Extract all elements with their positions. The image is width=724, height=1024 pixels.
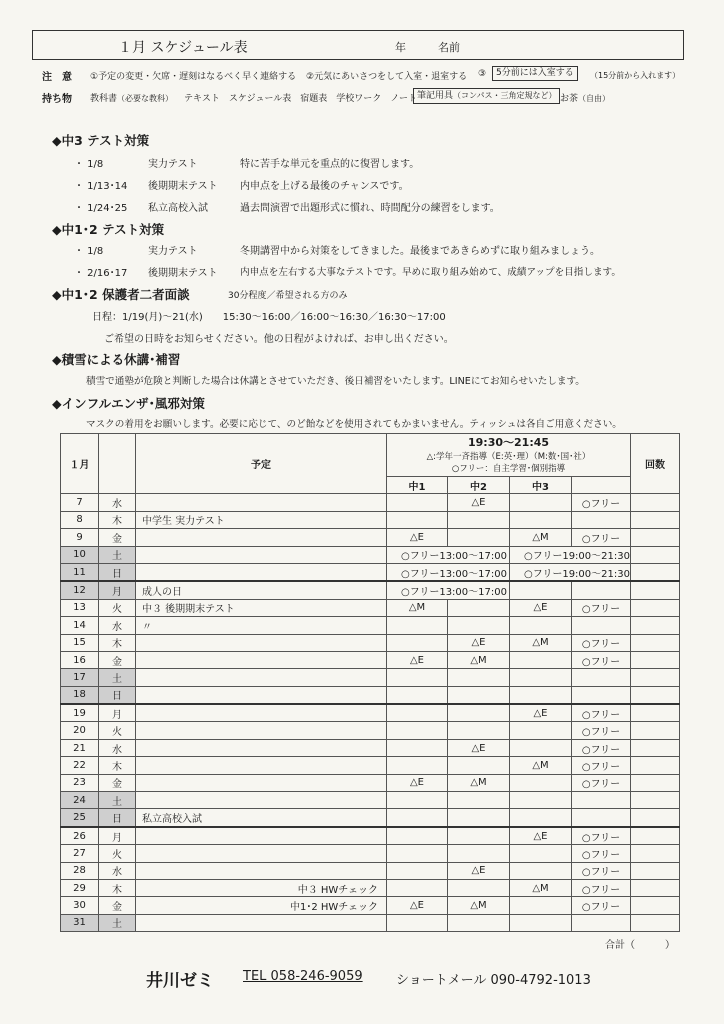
cell-weekday: 金 (99, 774, 136, 791)
cell-g1 (387, 827, 448, 845)
cell-count (631, 897, 680, 914)
cell-free (572, 809, 631, 827)
cell-g3 (510, 809, 572, 827)
table-header-row (61, 434, 680, 451)
s3-line1: 日程：1/19(月)～21(水) 15:30～16:00／16:00～16:30／16:30～17:00 (92, 312, 446, 323)
name-label: 名前 (438, 41, 460, 54)
cell-free: ○フリー (572, 704, 631, 722)
belongings-c-sub: （コンパス・三角定規など） (453, 91, 557, 100)
title-box (32, 30, 684, 60)
cell-g1 (387, 879, 448, 896)
cell-weekday: 木 (99, 757, 136, 774)
cell-free (572, 617, 631, 634)
notes-item3-sub: （15分前から入れます） (590, 71, 681, 80)
cell-day: 27 (61, 845, 99, 862)
s2-desc-0: 冬期講習中から対策をしてきました。最後まであきらめずに取り組みましょう。 (240, 246, 600, 257)
cell-day: 15 (61, 634, 99, 651)
cell-g3: △M (510, 757, 572, 774)
s5-line: マスクの着用をお願いします。必要に応じて、のど飴などを使用されてもかまいません。ティッシュは各自ご用意ください。 (86, 419, 622, 430)
cell-span-a: ○フリー13:00～17:00 (387, 563, 510, 581)
head-free (572, 477, 631, 494)
cell-plan (136, 563, 387, 581)
s1-desc-0: 特に苦手な単元を重点的に復習します。 (240, 159, 420, 170)
cell-free (572, 914, 631, 931)
cell-count (631, 739, 680, 756)
cell-day: 10 (61, 546, 99, 563)
footer-mail: ショートメール 090-4792-1013 (396, 973, 591, 988)
head-count: 回数 (631, 434, 680, 494)
cell-plan (136, 651, 387, 668)
cell-g1 (387, 809, 448, 827)
belongings-c: 筆記用具 (417, 91, 454, 101)
cell-g2 (448, 879, 510, 896)
cell-plan (136, 546, 387, 563)
cell-count (631, 722, 680, 739)
table-row (61, 914, 680, 931)
cell-day: 17 (61, 669, 99, 686)
schedule-table (60, 433, 680, 932)
section-title-3: ◆中1･2 保護者二者面談 (52, 287, 190, 302)
cell-g3: △M (510, 634, 572, 651)
cell-free: ○フリー (572, 827, 631, 845)
cell-g2 (448, 686, 510, 704)
head-legend-1: △:学年一斉指導（E:英･理）（M:数･国･社） (426, 452, 591, 462)
cell-free: ○フリー (572, 862, 631, 879)
cell-plan (136, 634, 387, 651)
cell-weekday: 月 (99, 704, 136, 722)
s1-date-2: ・ 1/24･25 (74, 203, 128, 214)
cell-weekday: 水 (99, 739, 136, 756)
cell-free (572, 511, 631, 528)
cell-free: ○フリー (572, 634, 631, 651)
cell-free: ○フリー (572, 757, 631, 774)
table-row (61, 722, 680, 739)
cell-count (631, 563, 680, 581)
table-row (61, 704, 680, 722)
table-row (61, 827, 680, 845)
cell-g2: △M (448, 774, 510, 791)
cell-free: ○フリー (572, 774, 631, 791)
cell-g3 (510, 845, 572, 862)
belongings-label: 持ち物 (42, 94, 72, 105)
table-row (61, 879, 680, 896)
table-row (61, 651, 680, 668)
cell-day: 28 (61, 862, 99, 879)
cell-day: 11 (61, 563, 99, 581)
cell-g3 (510, 617, 572, 634)
cell-weekday: 土 (99, 792, 136, 809)
cell-free: ○フリー (572, 739, 631, 756)
cell-weekday: 月 (99, 827, 136, 845)
cell-day: 13 (61, 599, 99, 616)
cell-g3 (510, 897, 572, 914)
belongings-a: 教科書 (90, 94, 118, 104)
s2-date-1: ・ 2/16･17 (74, 268, 128, 279)
cell-count (631, 686, 680, 704)
cell-g1 (387, 511, 448, 528)
cell-plan (136, 739, 387, 756)
cell-count (631, 757, 680, 774)
s2-desc-1: 内申点を左右する大事なテストです。早めに取り組み始めて、成績アップを目指します。 (240, 267, 621, 278)
cell-g3: △E (510, 827, 572, 845)
cell-count (631, 511, 680, 528)
cell-plan: 中３ HWチェック (136, 879, 387, 896)
cell-count (631, 651, 680, 668)
cell-free (572, 581, 631, 599)
cell-day: 23 (61, 774, 99, 791)
table-row (61, 634, 680, 651)
cell-g2: △E (448, 494, 510, 511)
table-row (61, 862, 680, 879)
cell-plan (136, 722, 387, 739)
cell-g3: △M (510, 879, 572, 896)
cell-g3 (510, 651, 572, 668)
cell-g3 (510, 862, 572, 879)
cell-g1 (387, 634, 448, 651)
table-row (61, 669, 680, 686)
cell-weekday: 火 (99, 722, 136, 739)
table-row (61, 511, 680, 528)
head-time: 19:30～21:45 (387, 434, 631, 451)
cell-g2: △E (448, 739, 510, 756)
s2-date-0: ・ 1/8 (74, 246, 104, 257)
cell-g3 (510, 494, 572, 511)
cell-g1 (387, 722, 448, 739)
page-title: １月 スケジュール表 (118, 40, 248, 56)
belongings-d-sub: （自由） (578, 94, 611, 103)
cell-free: ○フリー (572, 651, 631, 668)
cell-day: 31 (61, 914, 99, 931)
table-row (61, 809, 680, 827)
s4-line: 積雪で通塾が危険と判断した場合は休講とさせていただき、後日補習をいたします。LINEにてお知らせいたします。 (86, 376, 585, 387)
s1-desc-1: 内申点を上げる最後のチャンスです。 (240, 181, 409, 192)
table-row (61, 563, 680, 581)
cell-g1 (387, 914, 448, 931)
cell-count (631, 845, 680, 862)
cell-count (631, 792, 680, 809)
cell-day: 29 (61, 879, 99, 896)
cell-free: ○フリー (572, 845, 631, 862)
cell-free (572, 686, 631, 704)
s1-name-1: 後期期末テスト (148, 181, 218, 192)
footer-tel: TEL 058-246-9059 (243, 969, 363, 984)
head-g1: 中1 (387, 477, 448, 494)
cell-day: 24 (61, 792, 99, 809)
cell-plan (136, 757, 387, 774)
cell-g1 (387, 757, 448, 774)
cell-day: 18 (61, 686, 99, 704)
cell-plan (136, 704, 387, 722)
cell-weekday: 日 (99, 686, 136, 704)
cell-g1 (387, 862, 448, 879)
notes-item1: ①予定の変更・欠席・遅刻はなるべく早く連絡する (90, 72, 297, 82)
table-row (61, 845, 680, 862)
cell-g3: △M (510, 529, 572, 546)
cell-count (631, 634, 680, 651)
cell-day: 12 (61, 581, 99, 599)
cell-count (631, 914, 680, 931)
cell-free: ○フリー (572, 529, 631, 546)
table-row (61, 529, 680, 546)
cell-free: ○フリー (572, 722, 631, 739)
cell-count (631, 617, 680, 634)
cell-g2: △M (448, 651, 510, 668)
cell-count (631, 809, 680, 827)
cell-count (631, 862, 680, 879)
cell-day: 30 (61, 897, 99, 914)
cell-g1: △E (387, 897, 448, 914)
cell-plan: 中学生 実力テスト (136, 511, 387, 528)
cell-weekday: 木 (99, 634, 136, 651)
head-legend-2: ○フリー：自主学習･個別指導 (451, 464, 566, 474)
cell-g1 (387, 494, 448, 511)
cell-weekday: 水 (99, 862, 136, 879)
section-title-4: ◆積雪による休講･補習 (52, 352, 181, 367)
belongings-d: お茶 (560, 94, 579, 104)
cell-plan (136, 862, 387, 879)
cell-g2 (448, 599, 510, 616)
total-label: 合計（ ） (605, 940, 675, 951)
s1-desc-2: 過去問演習で出題形式に慣れ、時間配分の練習をします。 (240, 203, 500, 214)
table-row (61, 686, 680, 704)
cell-count (631, 669, 680, 686)
cell-g2 (448, 845, 510, 862)
cell-g2 (448, 722, 510, 739)
cell-g3 (510, 669, 572, 686)
cell-g2 (448, 529, 510, 546)
table-row (61, 494, 680, 511)
cell-g1 (387, 704, 448, 722)
belongings-b: テキスト スケジュール表 宿題表 学校ワーク ノート (184, 94, 418, 104)
table-row (61, 897, 680, 914)
cell-g1: △E (387, 651, 448, 668)
school-name: 井川ゼミ (146, 971, 214, 991)
cell-g3 (510, 914, 572, 931)
s1-name-2: 私立高校入試 (148, 203, 208, 214)
cell-g3 (510, 722, 572, 739)
cell-g3: △E (510, 704, 572, 722)
cell-weekday: 日 (99, 563, 136, 581)
table-row (61, 792, 680, 809)
cell-g1 (387, 617, 448, 634)
cell-g1 (387, 739, 448, 756)
cell-free: ○フリー (572, 599, 631, 616)
table-row (61, 617, 680, 634)
cell-weekday: 土 (99, 546, 136, 563)
cell-g2 (448, 704, 510, 722)
belongings-a-sub: （必要な教科） (117, 94, 174, 103)
cell-g3: △E (510, 599, 572, 616)
table-row (61, 757, 680, 774)
s1-date-0: ・ 1/8 (74, 159, 104, 170)
table-row (61, 546, 680, 563)
cell-plan (136, 792, 387, 809)
s1-date-1: ・ 1/13･14 (74, 181, 128, 192)
cell-count (631, 581, 680, 599)
cell-weekday: 火 (99, 599, 136, 616)
cell-weekday: 木 (99, 879, 136, 896)
cell-weekday: 木 (99, 511, 136, 528)
cell-g2 (448, 914, 510, 931)
cell-g2 (448, 757, 510, 774)
cell-g3 (510, 792, 572, 809)
head-g3: 中3 (510, 477, 572, 494)
head-weekday (99, 434, 136, 494)
table-row (61, 739, 680, 756)
cell-span-b: ○フリー19:00～21:30 (510, 563, 631, 581)
cell-g3 (510, 774, 572, 791)
cell-plan (136, 669, 387, 686)
cell-free (572, 669, 631, 686)
cell-weekday: 日 (99, 809, 136, 827)
cell-g3 (510, 739, 572, 756)
cell-count (631, 599, 680, 616)
table-row (61, 774, 680, 791)
cell-span-b: ○フリー19:00～21:30 (510, 546, 631, 563)
cell-g2 (448, 809, 510, 827)
section-title-5: ◆インフルエンザ･風邪対策 (52, 396, 205, 411)
cell-g2 (448, 617, 510, 634)
cell-count (631, 704, 680, 722)
year-label: 年 (395, 41, 406, 54)
section-title-1: ◆中3 テスト対策 (52, 133, 150, 148)
section-title-2: ◆中1･2 テスト対策 (52, 222, 165, 237)
table-row (61, 599, 680, 616)
cell-plan (136, 494, 387, 511)
cell-plan (136, 686, 387, 704)
cell-g2: △E (448, 634, 510, 651)
head-plan: 予定 (136, 434, 387, 494)
cell-g2 (448, 511, 510, 528)
s3-line2: ご希望の日時をお知らせください。他の日程がよければ、お申し出ください。 (104, 334, 454, 345)
s2-name-1: 後期期末テスト (148, 268, 218, 279)
cell-g1: △E (387, 529, 448, 546)
cell-plan: 〃 (136, 617, 387, 634)
cell-weekday: 月 (99, 581, 136, 599)
cell-weekday: 水 (99, 494, 136, 511)
cell-g1: △E (387, 774, 448, 791)
cell-weekday: 金 (99, 897, 136, 914)
cell-day: 9 (61, 529, 99, 546)
cell-g3 (510, 686, 572, 704)
s2-name-0: 実力テスト (148, 246, 198, 257)
cell-day: 14 (61, 617, 99, 634)
cell-day: 7 (61, 494, 99, 511)
cell-free: ○フリー (572, 897, 631, 914)
cell-g3 (510, 511, 572, 528)
cell-day: 8 (61, 511, 99, 528)
cell-plan (136, 845, 387, 862)
cell-plan (136, 529, 387, 546)
cell-span-a: ○フリー13:00～17:00 (387, 546, 510, 563)
cell-weekday: 金 (99, 529, 136, 546)
cell-g1 (387, 686, 448, 704)
table-row (61, 581, 680, 599)
cell-plan (136, 827, 387, 845)
cell-day: 26 (61, 827, 99, 845)
cell-day: 20 (61, 722, 99, 739)
notes-item3: 5分前には入室する (492, 66, 578, 81)
cell-count (631, 546, 680, 563)
notes-item2: ②元気にあいさつをして入室・退室する (306, 72, 468, 82)
cell-g2 (448, 827, 510, 845)
head-g2: 中2 (448, 477, 510, 494)
cell-g1 (387, 845, 448, 862)
cell-weekday: 金 (99, 651, 136, 668)
cell-day: 21 (61, 739, 99, 756)
cell-plan: 中1･2 HWチェック (136, 897, 387, 914)
cell-g1 (387, 669, 448, 686)
cell-weekday: 火 (99, 845, 136, 862)
cell-g2 (448, 669, 510, 686)
cell-plan: 私立高校入試 (136, 809, 387, 827)
cell-g2 (448, 792, 510, 809)
cell-g1: △M (387, 599, 448, 616)
cell-free: ○フリー (572, 494, 631, 511)
cell-g1 (387, 792, 448, 809)
cell-count (631, 494, 680, 511)
cell-count (631, 879, 680, 896)
cell-weekday: 水 (99, 617, 136, 634)
cell-count (631, 529, 680, 546)
s3-sub: 30分程度／希望される方のみ (228, 291, 348, 301)
cell-free: ○フリー (572, 879, 631, 896)
cell-count (631, 827, 680, 845)
cell-weekday: 土 (99, 669, 136, 686)
cell-day: 19 (61, 704, 99, 722)
cell-day: 25 (61, 809, 99, 827)
cell-free (572, 792, 631, 809)
s1-name-0: 実力テスト (148, 159, 198, 170)
cell-g3 (510, 581, 572, 599)
cell-g2: △M (448, 897, 510, 914)
head-legend (387, 450, 631, 477)
cell-g2: △E (448, 862, 510, 879)
head-month: １月 (61, 434, 99, 494)
cell-plan: 中３ 後期期末テスト (136, 599, 387, 616)
cell-plan (136, 774, 387, 791)
notes-label: 注 意 (42, 72, 72, 83)
cell-count (631, 774, 680, 791)
cell-day: 16 (61, 651, 99, 668)
cell-plan: 成人の日 (136, 581, 387, 599)
cell-day: 22 (61, 757, 99, 774)
notes-item3-num: ③ (478, 69, 487, 79)
cell-span-a: ○フリー13:00～17:00 (387, 581, 510, 599)
cell-weekday: 土 (99, 914, 136, 931)
cell-plan (136, 914, 387, 931)
